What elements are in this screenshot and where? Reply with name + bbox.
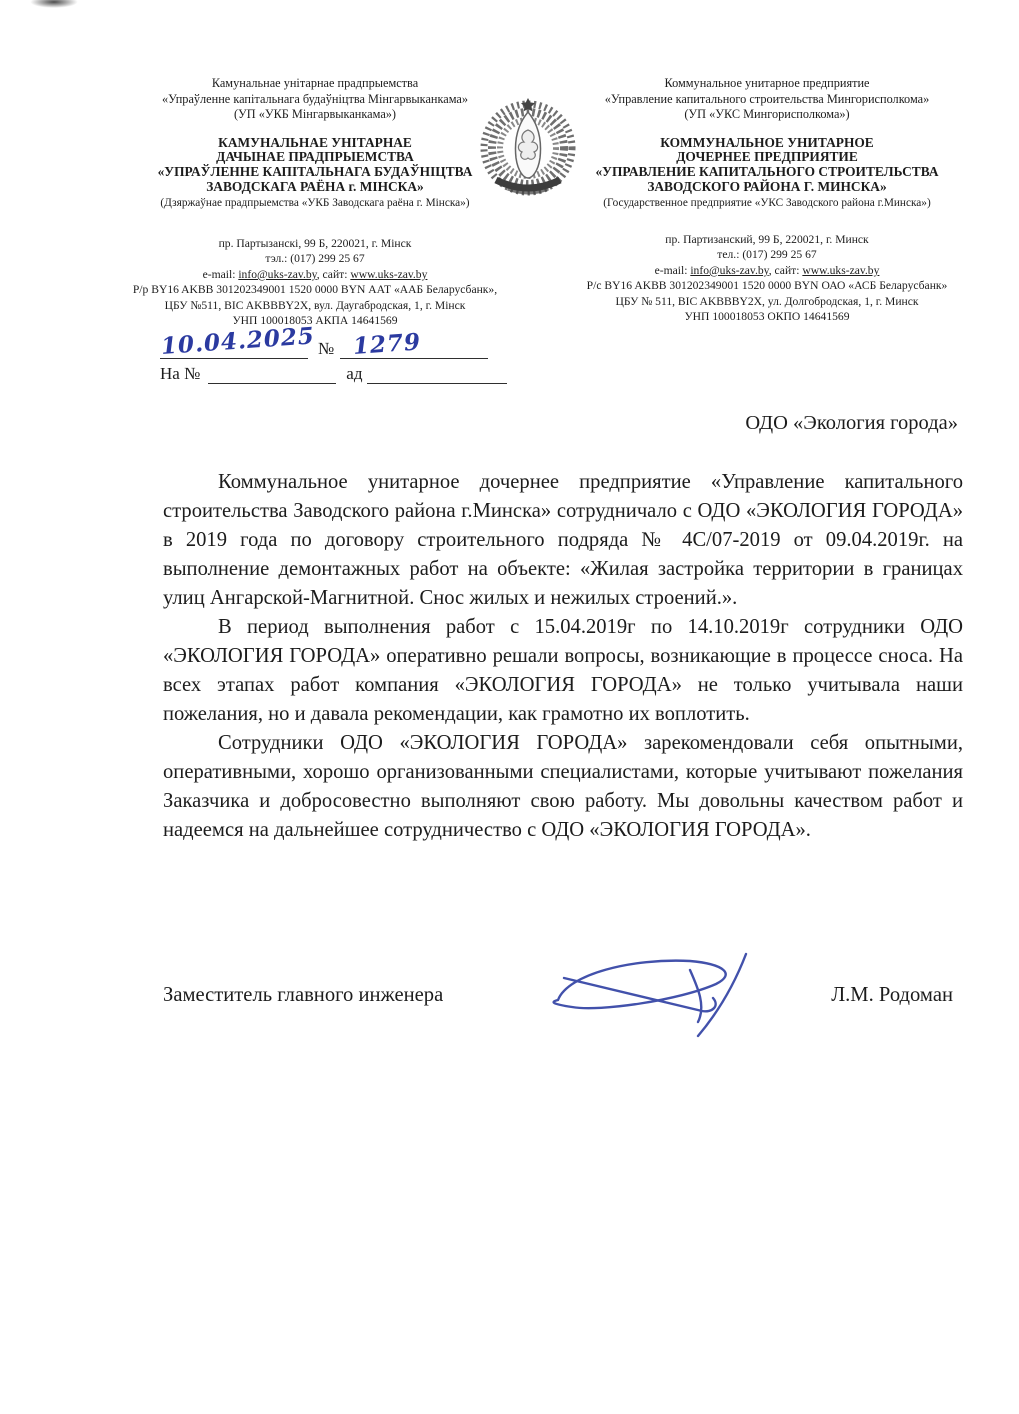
body-paragraph: Сотрудники ОДО «ЭКОЛОГИЯ ГОРОДА» зарекомендовали себя опытными, оперативными, хорошо организованными специалистами, которые учитывают пожелания Заказчика и добросовестно выполняют свою работу. Мы довольны качеством работ и надеемся на дальнейшее сотрудничество с ОДО «ЭКОЛОГИЯ ГОРОДА». — [163, 732, 963, 841]
reply-number-blank — [208, 368, 336, 384]
outgoing-row — [160, 322, 540, 360]
letterhead-left — [140, 76, 490, 210]
body-paragraph: Коммунальное унитарное дочернее предприятие «Управление капитального строительства Заводского района г.Минска» сотрудничало с ОДО «ЭКОЛОГИЯ ГОРОДА» в 2019 года по договору строительного подряда № 4С/07-2019 от 09.04.2019г. на выполнение демонтажных работ на объекте: «Жилая застройка территории в границах улиц Ангарской-Магнитной. Снос жилых и нежилых строений.». — [163, 471, 963, 609]
email-link: info@uks-zav.by — [238, 267, 317, 281]
site-label: , сайт: — [768, 263, 803, 277]
signature-title: Заместитель главного инженера — [163, 984, 444, 1006]
org-name-bold-line: «УПРАВЛЕНИЕ КАПИТАЛЬНОГО СТРОИТЕЛЬСТВА — [595, 163, 939, 179]
email-line — [557, 263, 977, 278]
reply-number-label: На № — [160, 364, 201, 383]
number-underline — [340, 330, 488, 359]
org-name-bold-line: «УПРАЎЛЕННЕ КАПІТАЛЬНАГА БУДАЎНІЦТВА — [157, 163, 473, 179]
org-name-line: (УП «УКБ Мінгарвыканкама») — [233, 107, 397, 122]
reference-block — [160, 322, 540, 384]
site-link: www.uks-zav.by — [802, 263, 880, 277]
org-note: (Дзяржаўнае прадпрыемства «УКБ Заводскага раёна г. Мінска») — [160, 197, 470, 210]
letter-body — [163, 468, 963, 845]
signer-name: Л.М. Родоман — [831, 984, 953, 1006]
org-full-name — [140, 136, 490, 194]
org-name-line: Камунальнае унітарнае прадпрыемства — [211, 76, 419, 90]
reply-date-blank — [367, 368, 507, 384]
org-note: (Государственное предприятие «УКС Заводского района г.Минска») — [603, 197, 931, 210]
bank-account-line: Р/р BY16 AKBB 301202349001 1520 0000 BYN ААТ «ААБ Беларусбанк», — [132, 283, 498, 297]
phone-line: тэл.: (017) 299 25 67 — [265, 252, 365, 266]
bank-address-line: ЦБУ № 511, BIC AKBBBY2X, ул. Долгобродская, 1, г. Минск — [615, 294, 919, 308]
org-name-bold-line: ДАЧЫНАЕ ПРАДПРЫЕМСТВА — [216, 149, 414, 165]
org-name-line: «Упраўленне капітальнага будаўніцтва Мінгарвыканкама» — [161, 91, 469, 106]
site-label: , сайт: — [316, 267, 351, 281]
org-name-bold-line: ДОЧЕРНЕЕ ПРЕДПРИЯТИЕ — [676, 149, 858, 165]
org-name-bold-line: ЗАВОДСКАГА РАЁНА г. МІНСКА» — [206, 178, 424, 194]
address-line: пр. Партызанскі, 99 Б, 220021, г. Мінск — [218, 237, 412, 250]
org-full-name — [557, 136, 977, 194]
contacts-right — [557, 232, 977, 324]
org-name-line: «Управление капитального строительства Мингорисполкома» — [604, 91, 930, 106]
reply-date-label: ад — [346, 364, 363, 383]
handwritten-number: 1279 — [352, 328, 423, 360]
email-label: e-mail: — [202, 267, 239, 281]
org-name-bold-line: КАМУНАЛЬНАЕ УНІТАРНАЕ — [218, 134, 412, 150]
email-link: info@uks-zav.by — [690, 263, 769, 277]
reg-numbers-line: УНП 100018053 АКПА 14641569 — [232, 314, 398, 328]
address-line: пр. Партизанский, 99 Б, 220021, г. Минск — [665, 233, 869, 246]
date-underline — [160, 322, 316, 360]
phone-line: тел.: (017) 299 25 67 — [717, 248, 817, 262]
letterhead-right — [557, 76, 977, 210]
contacts-left — [118, 236, 512, 328]
org-name-line: Коммунальное унитарное предприятие — [664, 76, 870, 90]
org-name-bold-line: КОММУНАЛЬНОЕ УНИТАРНОЕ — [660, 134, 874, 150]
org-name-bold-line: ЗАВОДСКОГО РАЙОНА Г. МИНСКА» — [647, 178, 887, 194]
number-sign: № — [318, 339, 335, 358]
signature-scribble — [540, 948, 790, 1043]
body-paragraph: В период выполнения работ с 15.04.2019г по 14.10.2019г сотрудники ОДО «ЭКОЛОГИЯ ГОРОДА» оперативно решали вопросы, возникающие в процессе сноса. На всех этапах работ компания «ЭКОЛОГИЯ ГОРОДА» не только учитывала наши пожелания, но и давала рекомендации, как грамотно их воплотить. — [163, 616, 963, 725]
email-label: e-mail: — [654, 263, 691, 277]
scan-artifact — [30, 0, 78, 8]
handwritten-date: 10.04.2025 — [160, 322, 316, 360]
bank-address-line: ЦБУ №511, BIC AKBBBY2X, вул. Даугабродская, 1, г. Мінск — [164, 298, 466, 312]
org-name-line: (УП «УКС Мингорисполкома») — [684, 107, 850, 122]
recipient-line: ОДО «Экология города» — [745, 412, 958, 434]
reply-row — [160, 364, 540, 384]
email-line — [118, 267, 512, 282]
reg-numbers-line: УНП 100018053 ОКПО 14641569 — [684, 310, 850, 324]
bank-account-line: Р/с BY16 AKBB 301202349001 1520 0000 BYN ОАО «АСБ Беларусбанк» — [586, 279, 948, 293]
site-link: www.uks-zav.by — [350, 267, 428, 281]
